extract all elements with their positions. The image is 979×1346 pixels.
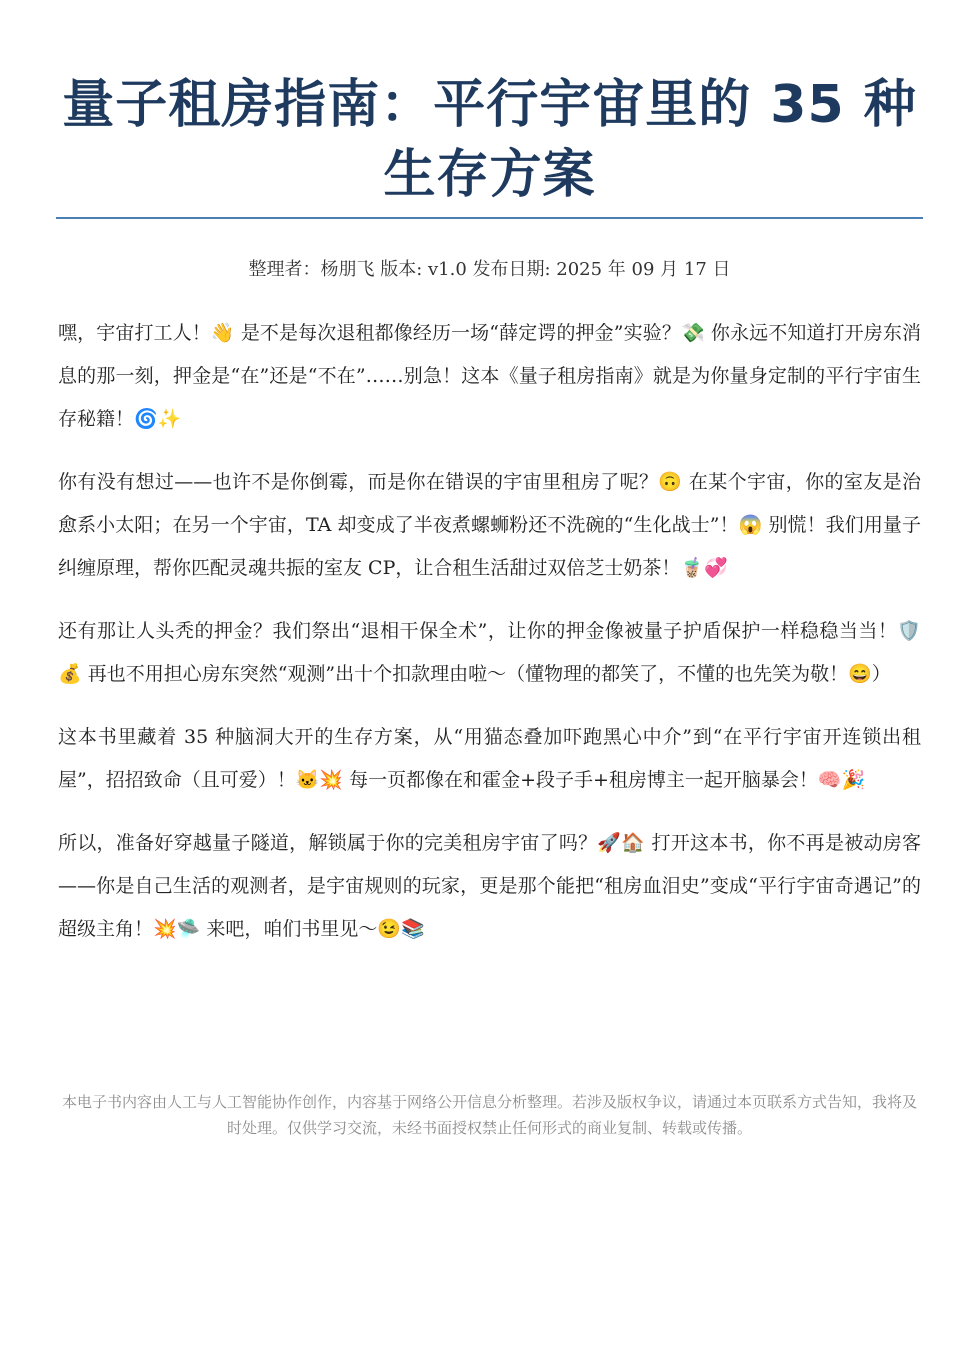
intro-paragraph: 嘿，宇宙打工人！👋 是不是每次退租都像经历一场“薛定谔的押金”实验？💸 你永远不知道打开房东消息的那一刻，押金是“在”还是“不在”……别急！这本《量子租房指南》就是为你量身定制的平行宇宙生存秘籍！🌀✨ bbox=[58, 322, 921, 430]
contents-paragraph: 这本书里藏着 35 种脑洞大开的生存方案，从“用猫态叠加吓跑黑心中介”到“在平行宇宙开连锁出租屋”，招招致命（且可爱）！🐱💥 每一页都像在和霍金+段子手+租房博主一起开脑暴会！🧠🎉 bbox=[58, 726, 921, 791]
title-divider bbox=[56, 217, 923, 219]
document-meta: 整理者：杨朋飞 版本: v1.0 发布日期: 2025 年 09 月 17 日 bbox=[248, 259, 731, 280]
deposit-paragraph: 还有那让人头秃的押金？我们祭出“退相干保全术”，让你的押金像被量子护盾保护一样稳稳当当！🛡️💰 再也不用担心房东突然“观测”出十个扣款理由啦～（懂物理的都笑了，不懂的也先笑为敬！😄） bbox=[58, 620, 921, 685]
document-title: 量子租房指南：平行宇宙里的 35 种生存方案 bbox=[62, 75, 917, 205]
document-body bbox=[58, 312, 921, 967]
copyright-disclaimer: 本电子书内容由人工与人工智能协作创作，内容基于网络公开信息分析整理。若涉及版权争议，请通过本页联系方式告知，我将及时处理。仅供学习交流，未经书面授权禁止任何形式的商业复制、转载或传播。 bbox=[61, 1093, 917, 1137]
closing-paragraph: 所以，准备好穿越量子隧道，解锁属于你的完美租房宇宙了吗？🚀🏠 打开这本书，你不再是被动房客——你是自己生活的观测者，是宇宙规则的玩家，更是那个能把“租房血泪史”变成“平行宇宙奇遇记”的超级主角！💥🛸 来吧，咱们书里见～😉📚 bbox=[58, 832, 921, 940]
roommate-paragraph: 你有没有想过——也许不是你倒霉，而是你在错误的宇宙里租房了呢？🙃 在某个宇宙，你的室友是治愈系小太阳；在另一个宇宙，TA 却变成了半夜煮螺蛳粉还不洗碗的“生化战士”！😱 别慌！我们用量子纠缠原理，帮你匹配灵魂共振的室友 CP，让合租生活甜过双倍芝士奶茶！🧋💞 bbox=[58, 471, 921, 579]
